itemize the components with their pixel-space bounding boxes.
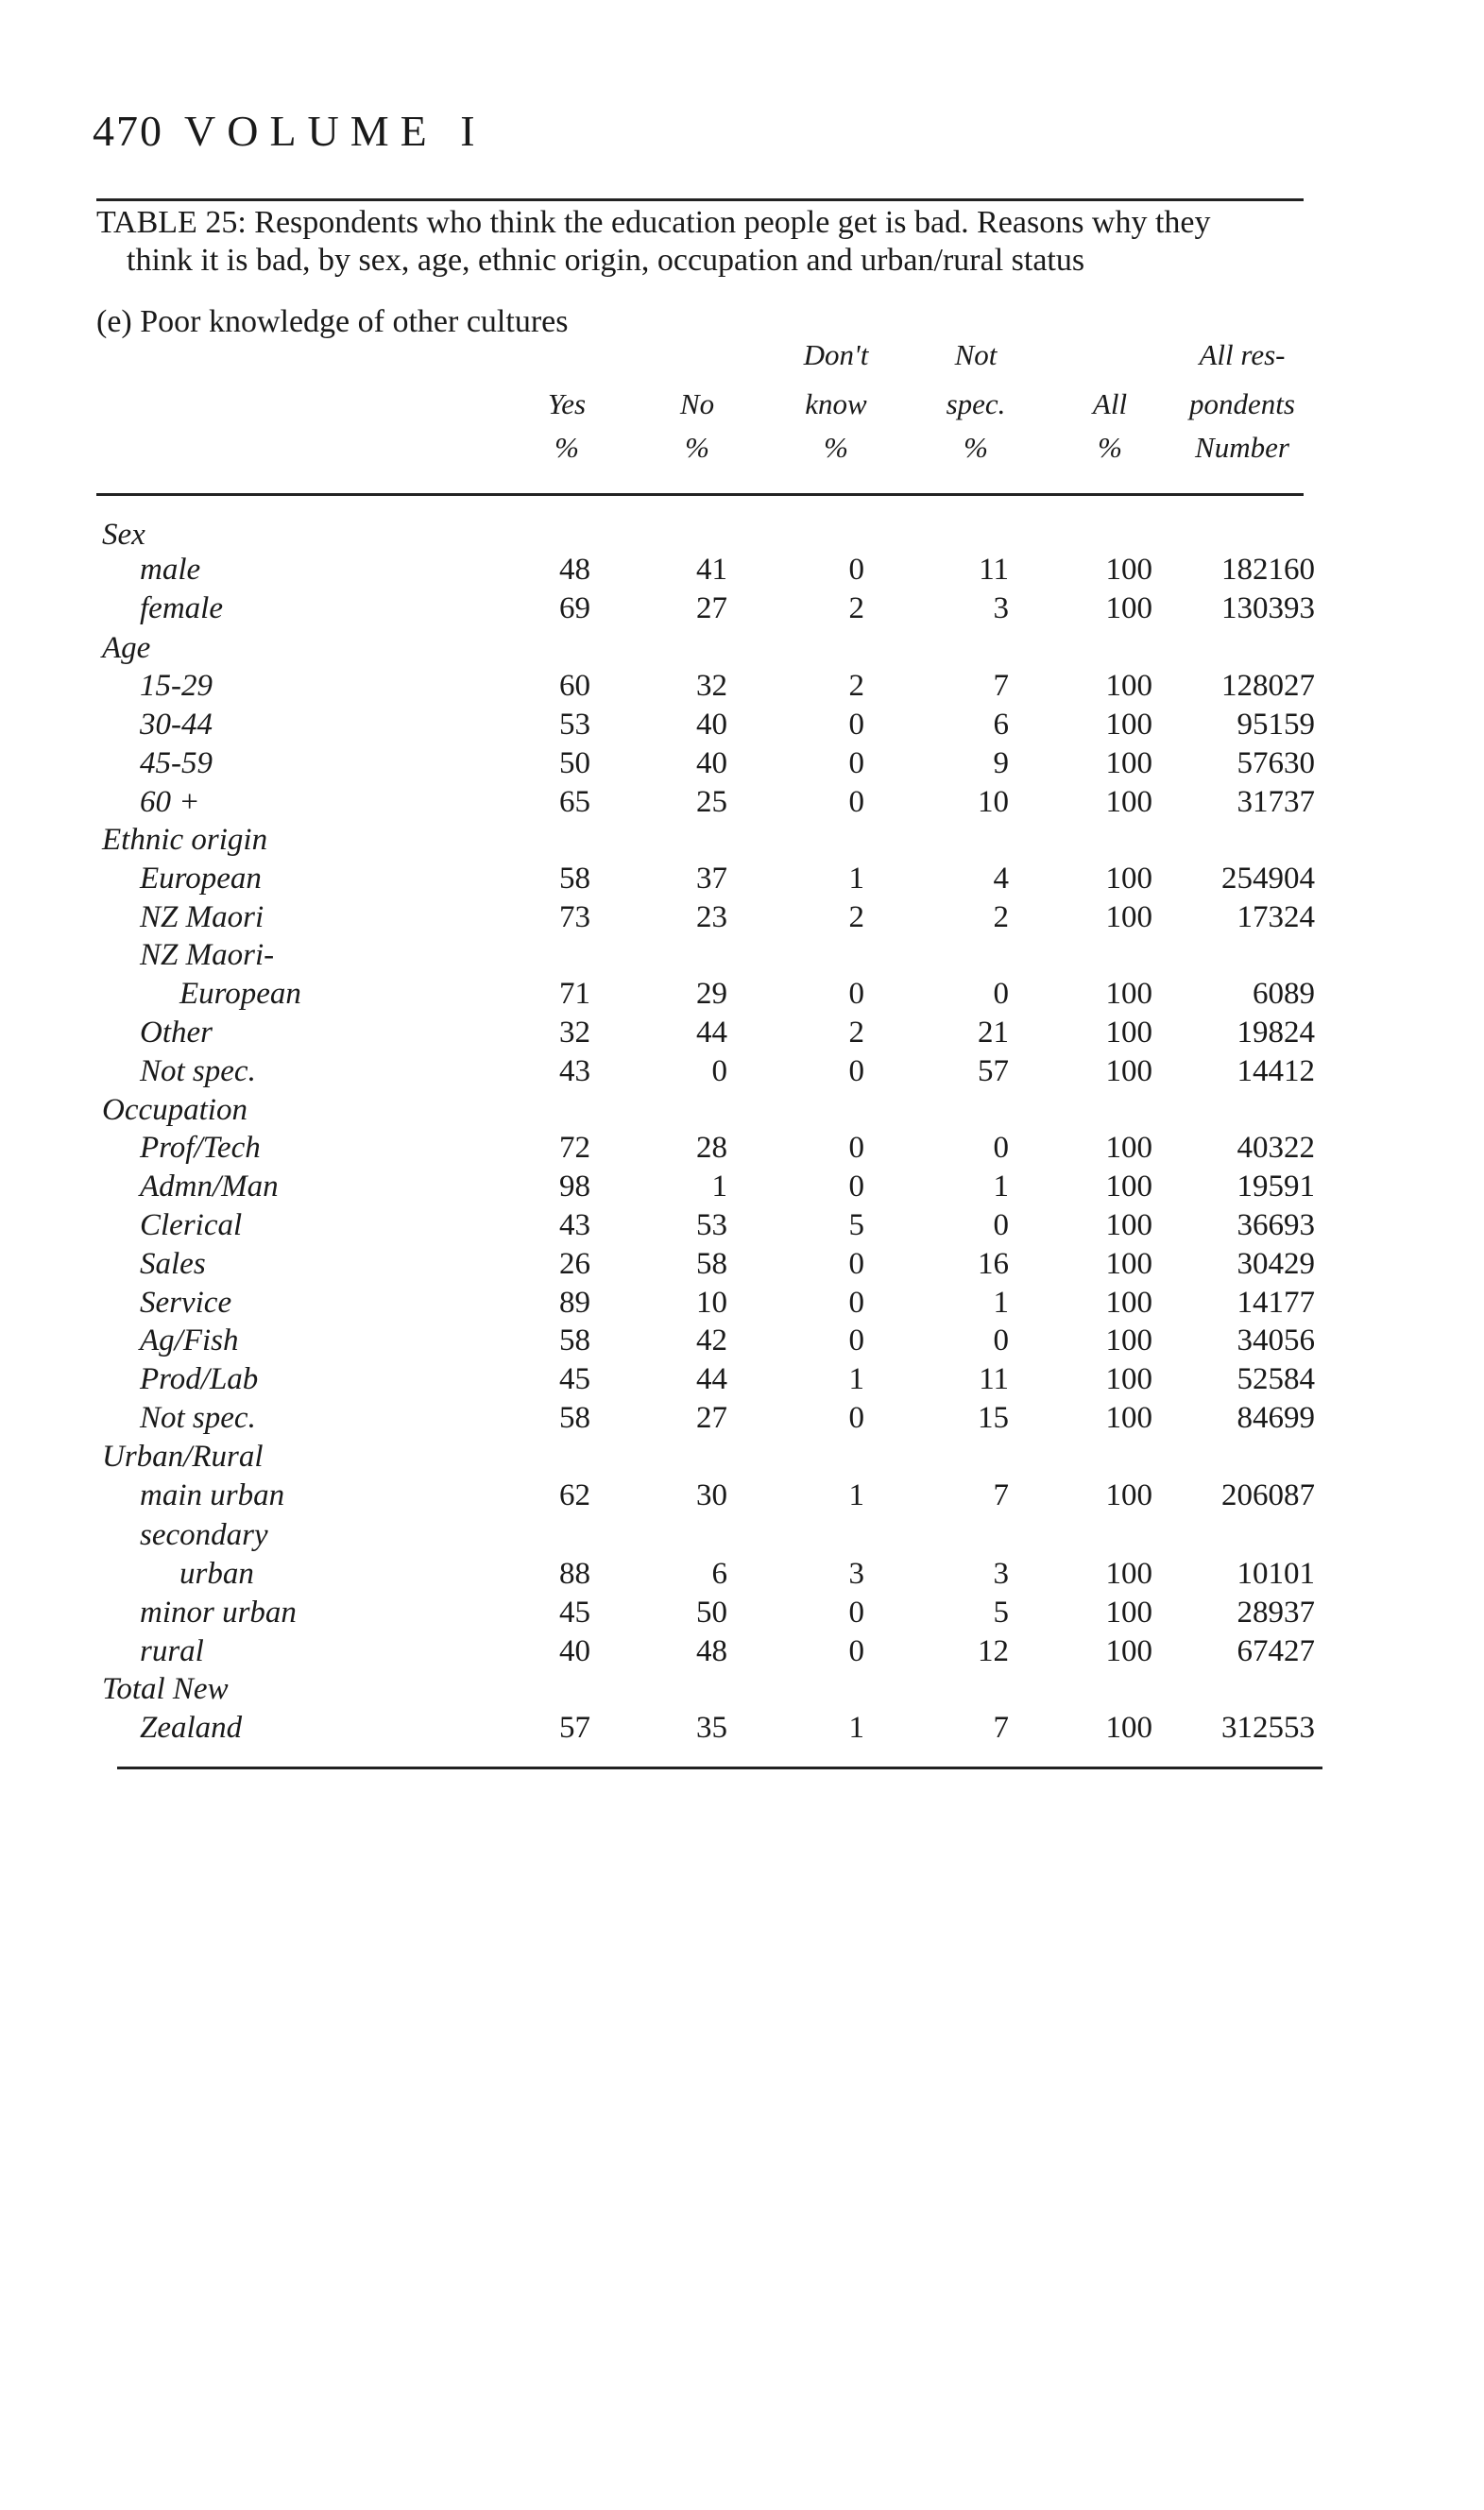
column-unit: % xyxy=(685,431,709,464)
cell-value: 0 xyxy=(848,1634,864,1668)
cell-value: 5 xyxy=(993,1596,1009,1630)
row-label: Prof/Tech xyxy=(140,1131,261,1165)
table-row xyxy=(0,708,1484,747)
cell-value: 30 xyxy=(696,1478,727,1512)
cell-value: 6089 xyxy=(1253,977,1315,1011)
table-row xyxy=(0,631,1484,671)
cell-value: 11 xyxy=(979,553,1009,587)
cell-value: 0 xyxy=(993,977,1009,1011)
table-row xyxy=(0,823,1484,862)
row-label: Not spec. xyxy=(140,1054,256,1088)
cell-value: 1 xyxy=(848,1711,864,1745)
cell-value: 34056 xyxy=(1237,1323,1315,1357)
cell-value: 57 xyxy=(559,1711,590,1745)
cell-value: 36693 xyxy=(1237,1208,1315,1242)
row-label: female xyxy=(140,591,223,625)
cell-value: 100 xyxy=(1105,591,1152,625)
cell-value: 41 xyxy=(696,553,727,587)
cell-value: 100 xyxy=(1105,553,1152,587)
cell-value: 0 xyxy=(848,1323,864,1357)
row-label: Not spec. xyxy=(140,1401,256,1435)
cell-value: 1 xyxy=(711,1170,727,1204)
cell-value: 100 xyxy=(1105,1208,1152,1242)
cell-value: 48 xyxy=(696,1634,727,1668)
cell-value: 2 xyxy=(848,591,864,625)
cell-value: 0 xyxy=(848,1170,864,1204)
cell-value: 15 xyxy=(978,1401,1009,1435)
cell-value: 35 xyxy=(696,1711,727,1745)
cell-value: 17324 xyxy=(1237,900,1315,934)
table-row xyxy=(0,1557,1484,1596)
column-header-line1: All res- xyxy=(1199,338,1286,371)
cell-value: 100 xyxy=(1105,1286,1152,1320)
table-row xyxy=(0,553,1484,592)
cell-value: 14177 xyxy=(1237,1286,1315,1320)
table-row xyxy=(0,1518,1484,1558)
cell-value: 100 xyxy=(1105,1054,1152,1088)
row-label: male xyxy=(140,553,201,587)
row-label: 60 + xyxy=(140,785,200,819)
column-unit: Number xyxy=(1195,431,1289,464)
column-unit: % xyxy=(964,431,988,464)
table-row xyxy=(0,1208,1484,1248)
cell-value: 19824 xyxy=(1237,1016,1315,1050)
cell-value: 9 xyxy=(993,746,1009,780)
row-label: Sales xyxy=(140,1247,206,1281)
cell-value: 0 xyxy=(848,977,864,1011)
cell-value: 254904 xyxy=(1221,862,1315,896)
cell-value: 1 xyxy=(848,1478,864,1512)
cell-value: 2 xyxy=(848,669,864,703)
cell-value: 71 xyxy=(559,977,590,1011)
top-rule xyxy=(96,198,1304,201)
cell-value: 0 xyxy=(848,1247,864,1281)
table-caption xyxy=(96,204,1315,280)
cell-value: 31737 xyxy=(1237,785,1315,819)
column-header-line2: pondents xyxy=(1189,387,1295,420)
cell-value: 0 xyxy=(993,1323,1009,1357)
column-header-line2: Yes xyxy=(547,387,587,420)
row-label: urban xyxy=(179,1557,254,1591)
cell-value: 16 xyxy=(978,1247,1009,1281)
cell-value: 29 xyxy=(696,977,727,1011)
cell-value: 100 xyxy=(1105,862,1152,896)
cell-value: 27 xyxy=(696,1401,727,1435)
cell-value: 25 xyxy=(696,785,727,819)
cell-value: 0 xyxy=(848,1054,864,1088)
cell-value: 100 xyxy=(1105,785,1152,819)
cell-value: 58 xyxy=(559,1401,590,1435)
cell-value: 73 xyxy=(559,900,590,934)
cell-value: 100 xyxy=(1105,669,1152,703)
cell-value: 28937 xyxy=(1237,1596,1315,1630)
cell-value: 182160 xyxy=(1221,553,1315,587)
cell-value: 43 xyxy=(559,1054,590,1088)
cell-value: 50 xyxy=(559,746,590,780)
row-label: 15-29 xyxy=(140,669,213,703)
cell-value: 2 xyxy=(848,900,864,934)
cell-value: 23 xyxy=(696,900,727,934)
cell-value: 19591 xyxy=(1237,1170,1315,1204)
cell-value: 0 xyxy=(848,1401,864,1435)
cell-value: 0 xyxy=(848,785,864,819)
row-group-label: Sex xyxy=(102,518,145,552)
cell-value: 100 xyxy=(1105,1170,1152,1204)
row-group-label: Age xyxy=(102,631,151,665)
cell-value: 88 xyxy=(559,1557,590,1591)
row-label: minor urban xyxy=(140,1596,297,1630)
cell-value: 98 xyxy=(559,1170,590,1204)
cell-value: 48 xyxy=(559,553,590,587)
cell-value: 7 xyxy=(993,1711,1009,1745)
cell-value: 44 xyxy=(696,1362,727,1396)
table-title-line1: TABLE 25: Respondents who think the education people get is bad. Reasons why they xyxy=(96,205,1211,240)
cell-value: 100 xyxy=(1105,1362,1152,1396)
table-row xyxy=(0,746,1484,786)
row-label: Clerical xyxy=(140,1208,243,1242)
row-group-label: Ethnic origin xyxy=(102,823,268,857)
cell-value: 2 xyxy=(848,1016,864,1050)
row-label: European xyxy=(179,977,301,1011)
row-label: Admn/Man xyxy=(140,1170,279,1204)
table-row xyxy=(0,1016,1484,1055)
column-unit: % xyxy=(554,431,579,464)
row-label: European xyxy=(140,862,262,896)
cell-value: 40 xyxy=(696,746,727,780)
table-row xyxy=(0,785,1484,825)
cell-value: 58 xyxy=(696,1247,727,1281)
row-label: secondary xyxy=(140,1518,268,1552)
cell-value: 44 xyxy=(696,1016,727,1050)
cell-value: 0 xyxy=(711,1054,727,1088)
cell-value: 11 xyxy=(979,1362,1009,1396)
cell-value: 100 xyxy=(1105,1247,1152,1281)
cell-value: 52584 xyxy=(1237,1362,1315,1396)
cell-value: 57 xyxy=(978,1054,1009,1088)
cell-value: 12 xyxy=(978,1634,1009,1668)
cell-value: 53 xyxy=(559,708,590,742)
cell-value: 10101 xyxy=(1237,1557,1315,1591)
cell-value: 62 xyxy=(559,1478,590,1512)
cell-value: 10 xyxy=(978,785,1009,819)
table-row xyxy=(0,938,1484,978)
table-row xyxy=(0,1286,1484,1325)
column-header-line2: No xyxy=(679,387,715,420)
row-label: Zealand xyxy=(140,1711,243,1745)
cell-value: 60 xyxy=(559,669,590,703)
volume-label: VOLUME I xyxy=(184,107,486,155)
cell-value: 2 xyxy=(993,900,1009,934)
table-row xyxy=(0,1362,1484,1402)
cell-value: 40322 xyxy=(1237,1131,1315,1165)
cell-value: 100 xyxy=(1105,1478,1152,1512)
table-row xyxy=(0,591,1484,631)
column-header-line2: spec. xyxy=(946,387,1006,420)
table-row xyxy=(0,1672,1484,1712)
cell-value: 0 xyxy=(848,746,864,780)
table-row xyxy=(0,1093,1484,1133)
cell-value: 58 xyxy=(559,1323,590,1357)
cell-value: 67427 xyxy=(1237,1634,1315,1668)
row-label: NZ Maori xyxy=(140,900,264,934)
cell-value: 40 xyxy=(559,1634,590,1668)
cell-value: 27 xyxy=(696,591,727,625)
cell-value: 43 xyxy=(559,1208,590,1242)
row-label: Ag/Fish xyxy=(140,1323,239,1357)
cell-value: 100 xyxy=(1105,977,1152,1011)
cell-value: 0 xyxy=(993,1208,1009,1242)
cell-value: 40 xyxy=(696,708,727,742)
cell-value: 0 xyxy=(848,708,864,742)
cell-value: 69 xyxy=(559,591,590,625)
cell-value: 21 xyxy=(978,1016,1009,1050)
table-row xyxy=(0,1323,1484,1363)
cell-value: 45 xyxy=(559,1596,590,1630)
cell-value: 57630 xyxy=(1237,746,1315,780)
cell-value: 7 xyxy=(993,669,1009,703)
column-header-line1: Don't xyxy=(803,338,869,371)
cell-value: 28 xyxy=(696,1131,727,1165)
cell-value: 3 xyxy=(993,1557,1009,1591)
header-rule xyxy=(96,493,1304,496)
cell-value: 58 xyxy=(559,862,590,896)
cell-value: 100 xyxy=(1105,746,1152,780)
cell-value: 95159 xyxy=(1237,708,1315,742)
cell-value: 100 xyxy=(1105,1131,1152,1165)
bottom-rule xyxy=(117,1767,1322,1769)
cell-value: 0 xyxy=(993,1131,1009,1165)
row-group-label: Occupation xyxy=(102,1093,247,1127)
cell-value: 100 xyxy=(1105,1401,1152,1435)
table-row xyxy=(0,1401,1484,1441)
cell-value: 65 xyxy=(559,785,590,819)
cell-value: 45 xyxy=(559,1362,590,1396)
cell-value: 3 xyxy=(993,591,1009,625)
row-label: Service xyxy=(140,1286,232,1320)
table-row xyxy=(0,862,1484,901)
page-header xyxy=(93,106,486,156)
cell-value: 100 xyxy=(1105,1323,1152,1357)
cell-value: 100 xyxy=(1105,1634,1152,1668)
column-unit: % xyxy=(824,431,848,464)
cell-value: 3 xyxy=(848,1557,864,1591)
cell-value: 32 xyxy=(559,1016,590,1050)
row-group-label: Urban/Rural xyxy=(102,1440,264,1474)
cell-value: 84699 xyxy=(1237,1401,1315,1435)
table-row xyxy=(0,1247,1484,1287)
table-row xyxy=(0,977,1484,1016)
cell-value: 0 xyxy=(848,1131,864,1165)
cell-value: 1 xyxy=(993,1170,1009,1204)
row-label: main urban xyxy=(140,1478,285,1512)
cell-value: 89 xyxy=(559,1286,590,1320)
row-label: 45-59 xyxy=(140,746,213,780)
cell-value: 72 xyxy=(559,1131,590,1165)
column-unit: % xyxy=(1098,431,1122,464)
column-header-line1: Not xyxy=(954,338,998,371)
page-number: 470 xyxy=(93,107,163,155)
cell-value: 37 xyxy=(696,862,727,896)
row-label: rural xyxy=(140,1634,204,1668)
cell-value: 5 xyxy=(848,1208,864,1242)
row-label: NZ Maori- xyxy=(140,938,275,972)
table-subtitle: (e) Poor knowledge of other cultures xyxy=(96,304,569,339)
cell-value: 0 xyxy=(848,1596,864,1630)
table-row xyxy=(0,518,1484,557)
row-group-label: Total New xyxy=(102,1672,229,1706)
cell-value: 7 xyxy=(993,1478,1009,1512)
table-row xyxy=(0,1131,1484,1170)
table-row xyxy=(0,669,1484,709)
column-header-line2: All xyxy=(1092,387,1128,420)
table-row xyxy=(0,900,1484,940)
cell-value: 100 xyxy=(1105,1711,1152,1745)
table-row xyxy=(0,1634,1484,1674)
table-row xyxy=(0,1711,1484,1750)
cell-value: 4 xyxy=(993,862,1009,896)
cell-value: 1 xyxy=(993,1286,1009,1320)
table-title-line2: think it is bad, by sex, age, ethnic origin, occupation and urban/rural status xyxy=(127,243,1085,278)
cell-value: 206087 xyxy=(1221,1478,1315,1512)
cell-value: 1 xyxy=(848,1362,864,1396)
cell-value: 100 xyxy=(1105,1557,1152,1591)
table-row xyxy=(0,1478,1484,1518)
cell-value: 100 xyxy=(1105,1016,1152,1050)
table-row xyxy=(0,1170,1484,1209)
cell-value: 1 xyxy=(848,862,864,896)
cell-value: 100 xyxy=(1105,1596,1152,1630)
cell-value: 30429 xyxy=(1237,1247,1315,1281)
table-row xyxy=(0,1054,1484,1094)
cell-value: 50 xyxy=(696,1596,727,1630)
column-header xyxy=(1157,331,1327,429)
row-label: Prod/Lab xyxy=(140,1362,259,1396)
cell-value: 312553 xyxy=(1221,1711,1315,1745)
cell-value: 130393 xyxy=(1221,591,1315,625)
row-label: Other xyxy=(140,1016,213,1050)
cell-value: 14412 xyxy=(1237,1054,1315,1088)
table-row xyxy=(0,1596,1484,1635)
cell-value: 10 xyxy=(696,1286,727,1320)
row-label: 30-44 xyxy=(140,708,213,742)
cell-value: 0 xyxy=(848,1286,864,1320)
cell-value: 42 xyxy=(696,1323,727,1357)
cell-value: 0 xyxy=(848,553,864,587)
cell-value: 100 xyxy=(1105,708,1152,742)
cell-value: 128027 xyxy=(1221,669,1315,703)
table-row xyxy=(0,1440,1484,1479)
cell-value: 26 xyxy=(559,1247,590,1281)
cell-value: 6 xyxy=(711,1557,727,1591)
cell-value: 100 xyxy=(1105,900,1152,934)
cell-value: 53 xyxy=(696,1208,727,1242)
cell-value: 6 xyxy=(993,708,1009,742)
column-header-line2: know xyxy=(805,387,867,420)
cell-value: 32 xyxy=(696,669,727,703)
